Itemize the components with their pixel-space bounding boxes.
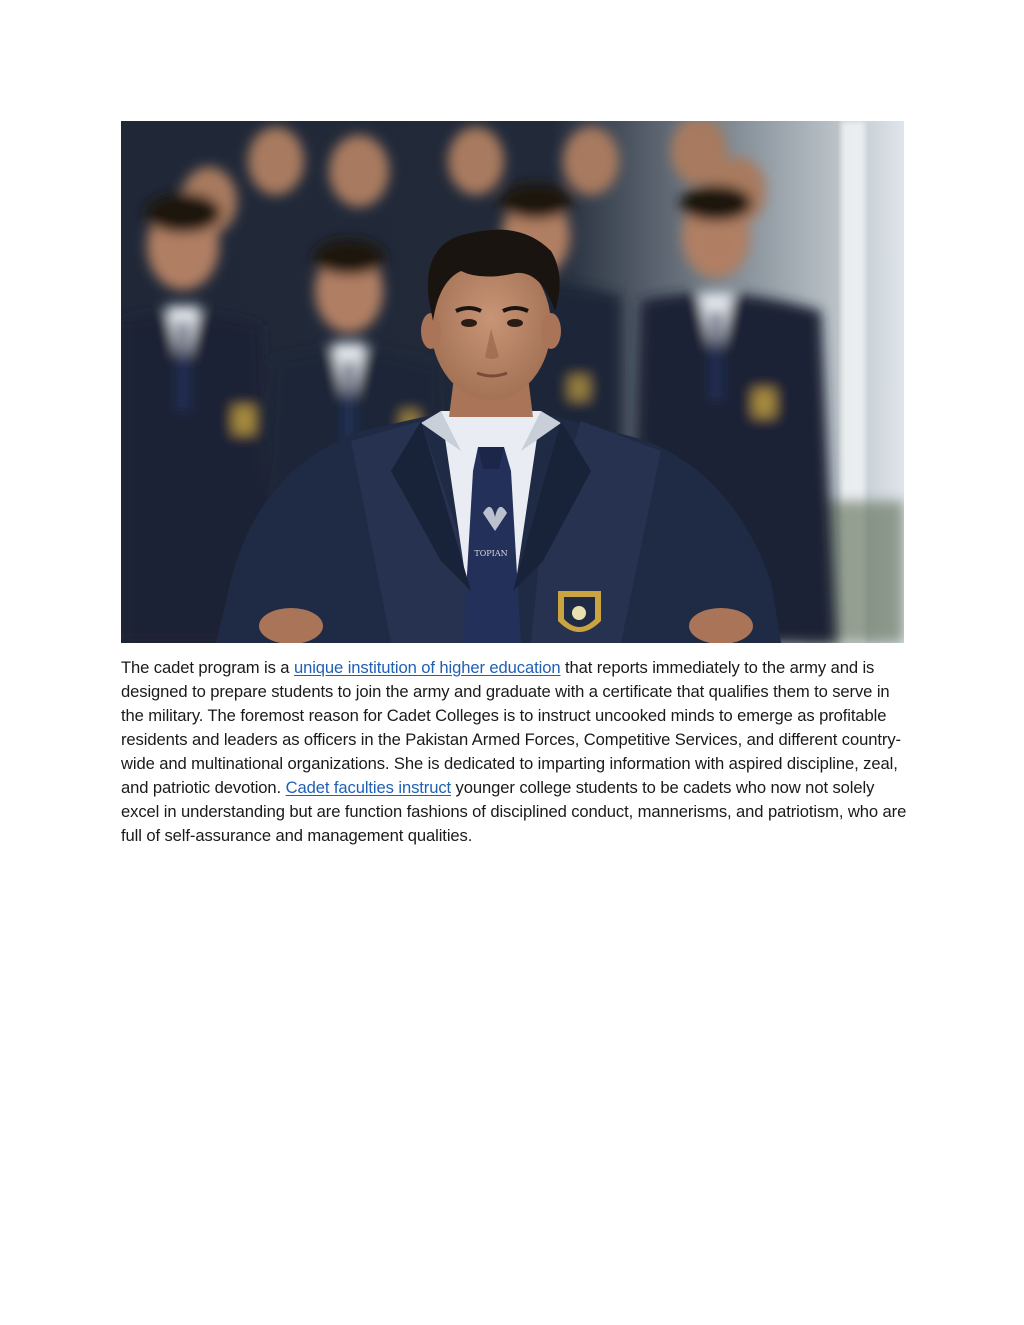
cadets-illustration	[121, 121, 904, 643]
tie-text: TOPIAN	[474, 549, 508, 558]
link-cadet-faculties[interactable]: Cadet faculties instruct	[285, 778, 452, 797]
cadets-photo	[121, 121, 904, 643]
blazer-badge	[558, 591, 601, 632]
link-unique-institution[interactable]: unique institution of higher education	[293, 658, 561, 677]
article-paragraph	[121, 656, 911, 848]
paragraph-text-1: The cadet program is a	[121, 658, 294, 677]
paragraph-text-2: that reports immediately to the army and is designed to prepare students to join the army and graduate with a certificate that qualifies them to serve in the military. The foremost reason for Cadet Colleges is to instruct uncooked minds to emerge as profitable residents and leaders as officers in the Pakistan Armed Forces, Competitive Services, and different country-wide and multinational organizations. She is dedicated to imparting information with aspired discipline, zeal, and patriotic devotion.	[121, 658, 901, 797]
paragraph-text-3: younger college students to be cadets who now not solely excel in understanding but are function fashions of disciplined conduct, mannerisms, and patriotism, who are full of self-assurance and management qualities.	[121, 778, 907, 845]
